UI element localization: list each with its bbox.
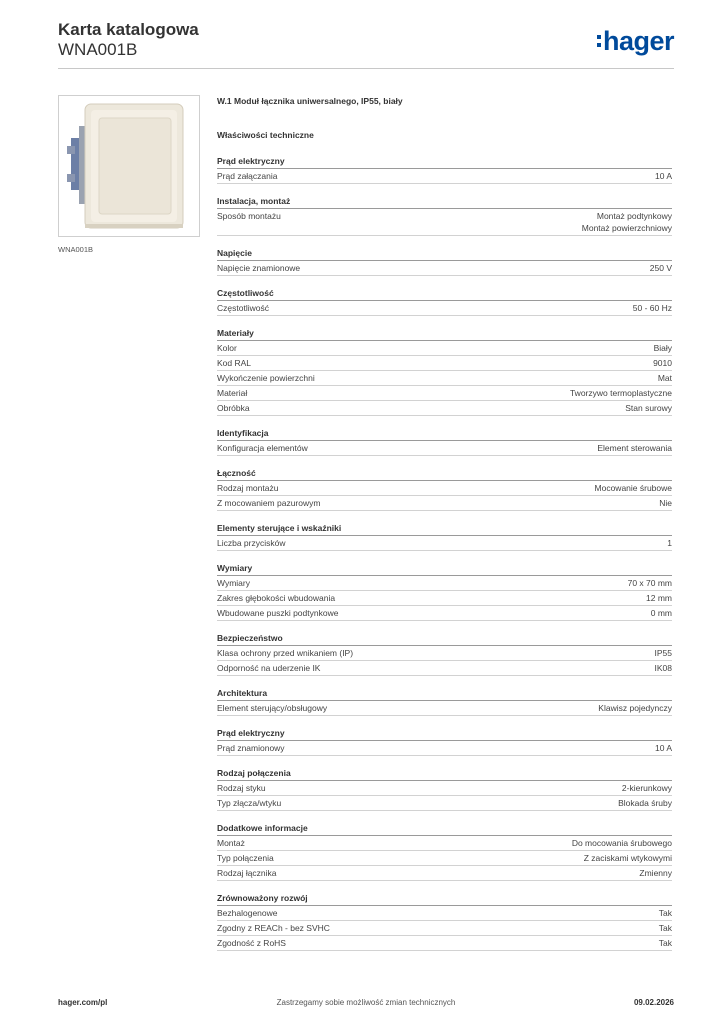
spec-value [659, 922, 672, 934]
spec-value-line: 70 x 70 mm [627, 578, 672, 588]
spec-value [651, 607, 672, 619]
spec-section [217, 287, 672, 316]
section-title: Elementy sterujące i wskaźniki [217, 522, 672, 536]
switch-module-icon [59, 96, 199, 236]
logo-dots-icon [597, 33, 601, 49]
spec-value [655, 662, 673, 674]
spec-label: Kolor [217, 343, 237, 353]
spec-label: Wykończenie powierzchni [217, 373, 315, 383]
spec-label: Klasa ochrony przed wnikaniem (IP) [217, 648, 354, 658]
spec-value [597, 442, 672, 454]
footer-disclaimer: Zastrzegamy sobie możliwość zmian technicznych [276, 998, 456, 1007]
spec-label: Napięcie znamionowe [217, 263, 301, 273]
section-title: Wymiary [217, 562, 672, 576]
spec-value-line: 10 A [654, 743, 672, 753]
spec-row [217, 921, 672, 936]
spec-section [217, 632, 672, 676]
spec-label: Obróbka [217, 403, 250, 413]
spec-label: Prąd załączania [217, 171, 278, 181]
spec-section [217, 195, 672, 236]
section-title: Instalacja, montaż [217, 195, 672, 209]
spec-label: Częstotliwość [217, 303, 269, 313]
spec-label: Zgodność z RoHS [217, 938, 286, 948]
spec-label: Konfiguracja elementów [217, 443, 308, 453]
spec-value-line: Montaż podtynkowy [596, 211, 672, 221]
spec-section [217, 727, 672, 756]
spec-row [217, 301, 672, 316]
spec-row [217, 576, 672, 591]
spec-value-line: IP55 [654, 648, 672, 658]
spec-row [217, 781, 672, 796]
section-title: Materiały [217, 327, 672, 341]
spec-value-line: Nie [659, 498, 672, 508]
spec-value [582, 210, 672, 234]
brand-logo [597, 26, 674, 56]
footer-date: 09.02.2026 [633, 998, 674, 1007]
product-image [58, 95, 200, 237]
spec-value [572, 837, 672, 849]
spec-value [659, 937, 672, 949]
spec-value [653, 357, 672, 369]
spec-section [217, 467, 672, 511]
spec-value-line: Mocowanie śrubowe [594, 483, 672, 493]
section-title: Prąd elektryczny [217, 727, 672, 741]
spec-value [655, 742, 672, 754]
spec-row [217, 341, 672, 356]
spec-row [217, 606, 672, 621]
spec-row [217, 851, 672, 866]
spec-label: Kod RAL [217, 358, 252, 368]
spec-section [217, 155, 672, 184]
spec-row [217, 646, 672, 661]
spec-row [217, 261, 672, 276]
spec-value-line: Montaż powierzchniowy [581, 223, 672, 233]
spec-label: Bezhalogenowe [217, 908, 278, 918]
section-title: Zrównoważony rozwój [217, 892, 672, 906]
spec-value [570, 387, 672, 399]
spec-label: Odporność na uderzenie IK [217, 663, 321, 673]
spec-section [217, 247, 672, 276]
spec-label: Materiał [217, 388, 248, 398]
spec-label: Rodzaj łącznika [217, 868, 277, 878]
spec-row [217, 796, 672, 811]
spec-sections [217, 155, 672, 951]
spec-value [659, 497, 672, 509]
spec-value [659, 907, 672, 919]
spec-value-line: IK08 [654, 663, 672, 673]
spec-row [217, 371, 672, 386]
section-title: Identyfikacja [217, 427, 672, 441]
section-title: Prąd elektryczny [217, 155, 672, 169]
spec-row [217, 661, 672, 676]
spec-value-line: Biały [653, 343, 672, 353]
spec-value [667, 537, 672, 549]
spec-value-line: Blokada śruby [618, 798, 672, 808]
spec-row [217, 496, 672, 511]
spec-label: Prąd znamionowy [217, 743, 285, 753]
spec-value-line: 2-kierunkowy [621, 783, 672, 793]
spec-value [650, 262, 672, 274]
spec-row [217, 591, 672, 606]
spec-value-line: 0 mm [650, 608, 672, 618]
spec-section [217, 687, 672, 716]
spec-value-line: Z zaciskami wtykowymi [583, 853, 672, 863]
header-divider [58, 68, 674, 69]
spec-label: Liczba przycisków [217, 538, 286, 548]
spec-label: Zgodny z REACh - bez SVHC [217, 923, 330, 933]
spec-value-line: 10 A [654, 171, 672, 181]
product-title: W.1 Moduł łącznika uniwersalnego, IP55, biały [217, 96, 403, 106]
spec-section [217, 767, 672, 811]
spec-value [655, 647, 673, 659]
document-header [58, 20, 199, 60]
spec-value [658, 372, 672, 384]
spec-value [633, 302, 672, 314]
section-title: Architektura [217, 687, 672, 701]
spec-value-line: 50 - 60 Hz [632, 303, 672, 313]
spec-label: Z mocowaniem pazurowym [217, 498, 321, 508]
spec-row [217, 701, 672, 716]
spec-value-line: Tak [658, 908, 672, 918]
spec-value-line: Klawisz pojedynczy [598, 703, 672, 713]
spec-label: Typ połączenia [217, 853, 274, 863]
spec-row [217, 836, 672, 851]
spec-value [625, 402, 672, 414]
spec-value-line: 9010 [653, 358, 672, 368]
spec-value [584, 852, 672, 864]
spec-row [217, 741, 672, 756]
spec-row [217, 866, 672, 881]
spec-section [217, 822, 672, 881]
spec-value [595, 482, 672, 494]
spec-label: Sposób montażu [217, 211, 281, 221]
spec-value-line: 250 V [649, 263, 672, 273]
spec-row [217, 209, 672, 236]
spec-section [217, 427, 672, 456]
spec-value [622, 782, 672, 794]
spec-row [217, 936, 672, 951]
footer-website: hager.com/pl [58, 998, 108, 1007]
product-code: WNA001B [58, 40, 138, 59]
spec-value-line: Mat [657, 373, 672, 383]
spec-row [217, 906, 672, 921]
spec-label: Montaż [217, 838, 245, 848]
spec-label: Wbudowane puszki podtynkowe [217, 608, 339, 618]
section-title: Rodzaj połączenia [217, 767, 672, 781]
spec-value-line: Tworzywo termoplastyczne [569, 388, 672, 398]
section-title: Częstotliwość [217, 287, 672, 301]
section-title: Łączność [217, 467, 672, 481]
spec-value-line: Tak [658, 923, 672, 933]
spec-label: Wymiary [217, 578, 250, 588]
spec-label: Rodzaj styku [217, 783, 266, 793]
spec-label: Zakres głębokości wbudowania [217, 593, 336, 603]
spec-value [618, 797, 672, 809]
spec-value [646, 592, 672, 604]
spec-row [217, 356, 672, 371]
spec-value-line: Do mocowania śrubowego [571, 838, 672, 848]
logo-text: hager [602, 26, 674, 56]
spec-value-line: 12 mm [646, 593, 672, 603]
spec-label: Typ złącza/wtyku [217, 798, 282, 808]
spec-value [655, 170, 672, 182]
document-title: Karta katalogowa [58, 20, 199, 39]
section-title: Dodatkowe informacje [217, 822, 672, 836]
spec-value [654, 342, 672, 354]
spec-label: Rodzaj montażu [217, 483, 279, 493]
spec-value-line: 1 [667, 538, 672, 548]
spec-row [217, 441, 672, 456]
spec-value-line: Zmienny [639, 868, 672, 878]
image-caption: WNA001B [58, 245, 94, 254]
technical-properties-heading: Właściwości techniczne [217, 130, 314, 140]
spec-row [217, 386, 672, 401]
spec-row [217, 401, 672, 416]
spec-value-line: Stan surowy [625, 403, 672, 413]
spec-section [217, 522, 672, 551]
spec-value [639, 867, 672, 879]
spec-value-line: Element sterowania [597, 443, 672, 453]
spec-row [217, 536, 672, 551]
spec-section [217, 327, 672, 416]
spec-section [217, 562, 672, 621]
spec-value [628, 577, 672, 589]
spec-label: Element sterujący/obsługowy [217, 703, 328, 713]
spec-section [217, 892, 672, 951]
spec-row [217, 169, 672, 184]
spec-row [217, 481, 672, 496]
spec-content [217, 96, 672, 962]
section-title: Bezpieczeństwo [217, 632, 672, 646]
spec-value [598, 702, 672, 714]
section-title: Napięcie [217, 247, 672, 261]
spec-value-line: Tak [658, 938, 672, 948]
